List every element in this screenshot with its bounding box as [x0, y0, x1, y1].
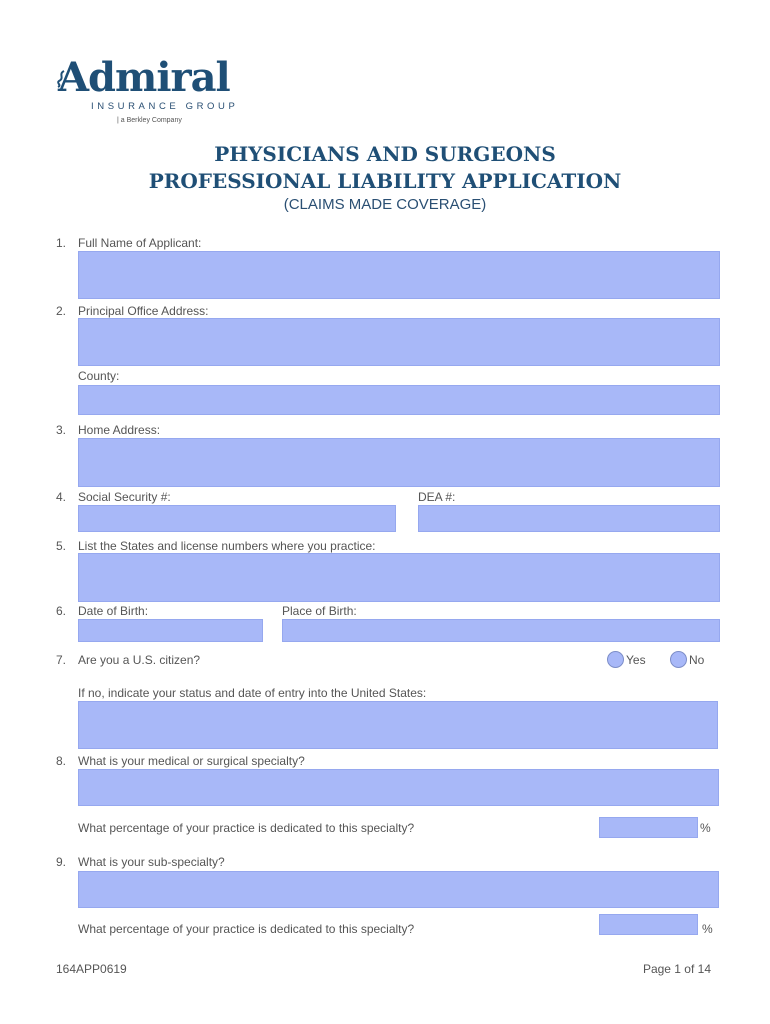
subspecialty-field[interactable] — [78, 871, 719, 908]
q1-number: 1. — [56, 236, 67, 250]
citizen-no-radio[interactable] — [670, 651, 687, 668]
page-number: Page 1 of 14 — [642, 962, 711, 976]
home-address-field[interactable] — [78, 438, 720, 487]
q4-number: 4. — [56, 490, 67, 504]
dob-label: Date of Birth: — [78, 604, 149, 618]
status-field[interactable] — [78, 701, 718, 749]
q2-number: 2. — [56, 304, 67, 318]
q9-label: What is your sub-specialty? — [78, 855, 225, 869]
citizen-yes-label: Yes — [626, 653, 646, 667]
county-field[interactable] — [78, 385, 720, 415]
pob-label: Place of Birth: — [282, 604, 357, 618]
q2-label: Principal Office Address: — [78, 304, 209, 318]
q6-number: 6. — [56, 604, 67, 618]
logo-wordmark: Admiral — [58, 54, 230, 101]
q7-label: Are you a U.S. citizen? — [78, 653, 201, 667]
q9-number: 9. — [56, 855, 67, 869]
q5-label: List the States and license numbers where you practice: — [78, 539, 376, 553]
dob-field[interactable] — [78, 619, 263, 642]
status-label: If no, indicate your status and date of entry into the United States: — [78, 686, 427, 700]
page-title-line1: PHYSICIANS AND SURGEONS — [214, 142, 556, 166]
q3-label: Home Address: — [78, 423, 161, 437]
dea-field[interactable] — [418, 505, 720, 532]
county-label: County: — [78, 369, 120, 383]
ssn-label: Social Security #: — [78, 490, 171, 504]
citizen-no-label: No — [689, 653, 705, 667]
page-title-line2: PROFESSIONAL LIABILITY APPLICATION — [148, 169, 622, 193]
office-address-field[interactable] — [78, 318, 720, 366]
specialty-field[interactable] — [78, 769, 719, 806]
specialty-pct-field[interactable] — [599, 817, 698, 838]
q8-label: What is your medical or surgical specialty? — [78, 754, 305, 768]
full-name-field[interactable] — [78, 251, 720, 299]
logo-subtitle: INSURANCE GROUP — [91, 101, 239, 112]
q5-number: 5. — [56, 539, 67, 553]
pob-field[interactable] — [282, 619, 720, 642]
logo-tagline: | a Berkley Company — [117, 117, 182, 124]
specialty-pct-label: What percentage of your practice is dedicated to this specialty? — [78, 821, 415, 835]
q7-number: 7. — [56, 653, 67, 667]
dea-label: DEA #: — [418, 490, 456, 504]
page-subtitle: (CLAIMS MADE COVERAGE) — [283, 196, 487, 213]
specialty-pct-unit: % — [700, 821, 711, 835]
q1-label: Full Name of Applicant: — [78, 236, 202, 250]
licenses-field[interactable] — [78, 553, 720, 602]
form-id: 164APP0619 — [56, 962, 127, 976]
citizen-yes-radio[interactable] — [607, 651, 624, 668]
subspecialty-pct-field[interactable] — [599, 914, 698, 935]
q8-number: 8. — [56, 754, 67, 768]
subspecialty-pct-unit: % — [702, 922, 713, 936]
ssn-field[interactable] — [78, 505, 396, 532]
q3-number: 3. — [56, 423, 67, 437]
subspecialty-pct-label: What percentage of your practice is dedicated to this specialty? — [78, 922, 415, 936]
